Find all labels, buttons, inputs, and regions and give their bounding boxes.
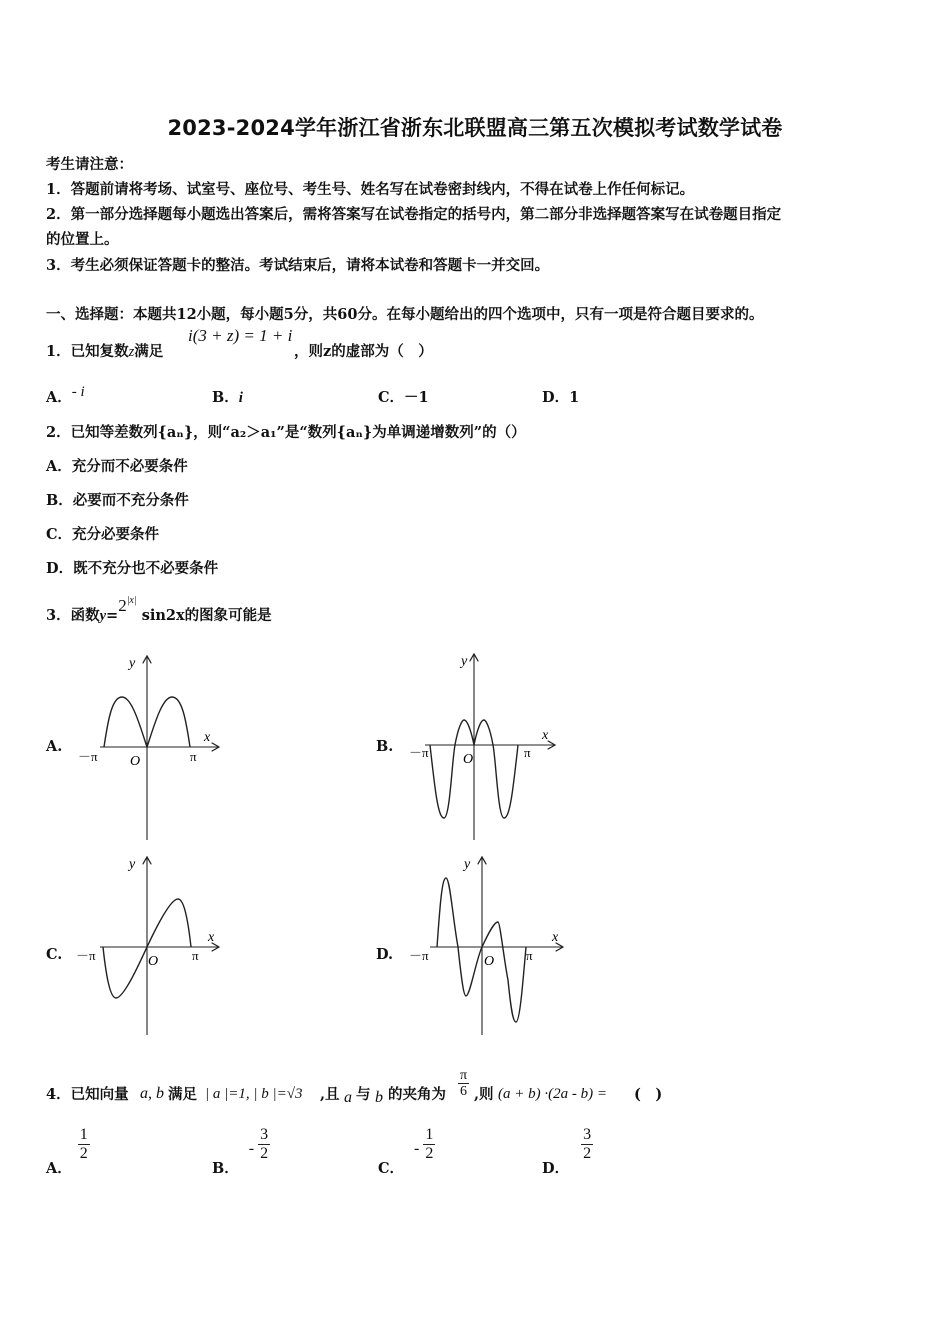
- q4-option-d-num: 3: [583, 1126, 592, 1143]
- q4-option-b-sign: -: [248, 1139, 255, 1157]
- q1-option-a-value: - i: [71, 384, 85, 400]
- q4-option-b-num: 3: [260, 1126, 269, 1143]
- q1-option-d-value: 1: [569, 389, 580, 406]
- exam-title: 2023-2024学年浙江省浙东北联盟高三第五次模拟考试数学试卷: [167, 116, 783, 140]
- q1-option-d-label: D．: [542, 389, 570, 406]
- graph-d-pos-pi: π: [526, 948, 533, 963]
- graph-a-pos-pi: π: [190, 749, 197, 764]
- graph-c-neg-pi: －π: [76, 948, 96, 963]
- graph-d[interactable]: [409, 857, 562, 1035]
- q1-pre: 1．已知复数: [46, 343, 129, 360]
- notice-item-2: 2．第一部分选择题每小题选出答案后，需将答案写在试卷指定的括号内，第二部分非选择题答案写在试卷题目指定: [46, 206, 782, 223]
- graph-b-pos-pi: π: [524, 745, 531, 760]
- graph-b-neg-pi: －π: [409, 745, 429, 760]
- q4-option-c[interactable]: [378, 1126, 435, 1177]
- graph-b-origin: O: [463, 752, 474, 767]
- q4-option-d-label: D．: [542, 1159, 570, 1177]
- q4-option-c-den: 2: [425, 1144, 434, 1162]
- graph-c-origin: O: [148, 954, 159, 969]
- q3-post: sin2x的图象可能是: [141, 607, 272, 624]
- q4-option-a-den: 2: [79, 1144, 88, 1162]
- q3-option-a-label[interactable]: A.: [46, 738, 63, 755]
- graph-c-x-label: x: [208, 930, 215, 945]
- q4-cond: | a |=1, | b |=√3: [205, 1086, 303, 1102]
- graph-d-neg-pi: －π: [409, 948, 429, 963]
- q3-option-c-label[interactable]: C.: [46, 946, 63, 963]
- graph-d-origin: O: [484, 954, 495, 969]
- q2-option-a[interactable]: A．充分而不必要条件: [46, 458, 188, 475]
- q4-option-a[interactable]: [46, 1126, 90, 1177]
- q3-option-d-label[interactable]: D.: [376, 946, 394, 963]
- q4-vecs: a, b: [140, 1085, 164, 1102]
- notice-item-2-cont: 的位置上。: [46, 231, 119, 248]
- q1-post: ，则z的虚部为（ ）: [294, 343, 433, 360]
- q3-option-b-label[interactable]: B.: [376, 738, 394, 755]
- q1-option-b-value: i: [238, 390, 243, 406]
- q4-vec-a: a: [344, 1089, 352, 1106]
- q1-var: z: [128, 344, 135, 360]
- q4-angle-num: π: [460, 1068, 468, 1083]
- graph-a-y-label: y: [129, 656, 136, 671]
- q4-angle-den: 6: [460, 1084, 468, 1100]
- q4-option-d[interactable]: [542, 1126, 593, 1177]
- notice-item-3: 3．考生必须保证答题卡的整洁。考试结束后，请将本试卷和答题卡一并交回。: [46, 257, 550, 274]
- graph-a[interactable]: [78, 656, 218, 840]
- q4-mid2: ,且: [320, 1086, 340, 1103]
- notice-heading: 考生请注意：: [46, 156, 133, 173]
- q3-eq: =: [106, 607, 119, 624]
- q2-option-b[interactable]: B．必要而不充分条件: [46, 492, 189, 509]
- graph-b-y-label: y: [461, 654, 468, 669]
- q4-option-b-den: 2: [260, 1144, 269, 1162]
- q1-mid: 满足: [134, 343, 164, 360]
- notice-item-1: 1．答题前请将考场、试室号、座位号、考生号、姓名写在试卷密封线内，不得在试卷上作任何标记。: [46, 181, 695, 198]
- q4-option-d-den: 2: [583, 1144, 592, 1162]
- q4-option-c-num: 1: [425, 1126, 434, 1143]
- q3-exp: |x|: [126, 595, 137, 606]
- section-heading: 一、选择题：本题共12小题，每小题5分，共60分。在每小题给出的四个选项中，只有一项是符合题目要求的。: [46, 306, 764, 323]
- q2-option-c[interactable]: C．充分必要条件: [46, 526, 160, 543]
- graph-d-y-label: y: [464, 857, 471, 872]
- q4-vec-b: b: [375, 1089, 383, 1106]
- q4-mid5: ,则: [474, 1086, 494, 1103]
- q1-option-c-value: －1: [404, 389, 429, 406]
- graph-b[interactable]: [409, 654, 554, 840]
- q1-option-c-label: C．: [378, 389, 405, 406]
- graph-a-x-label: x: [204, 730, 211, 745]
- q1-option-b-label: B．: [212, 389, 239, 406]
- graph-a-origin: O: [130, 754, 141, 769]
- graph-c-y-label: y: [129, 857, 136, 872]
- graph-c[interactable]: [76, 857, 218, 1035]
- q4-option-b-label: B．: [212, 1159, 239, 1177]
- q4-expr: (a + b) ·(2a - b) =: [498, 1086, 607, 1102]
- graph-c-pos-pi: π: [192, 948, 199, 963]
- q4-angle: [458, 1068, 469, 1100]
- graph-d-x-label: x: [552, 930, 559, 945]
- q4-pre: 4．已知向量: [46, 1086, 129, 1103]
- q3-base: 2: [118, 596, 127, 615]
- q4-mid4: 的夹角为: [388, 1086, 446, 1103]
- q4-option-a-num: 1: [79, 1126, 88, 1143]
- q4-option-b[interactable]: [212, 1126, 270, 1177]
- q4-mid1: 满足: [168, 1086, 197, 1103]
- q1-formula: i(3 + z) = 1 + i: [188, 326, 293, 345]
- q2-option-d[interactable]: D．既不充分也不必要条件: [46, 560, 219, 577]
- q1-option-a-label: A．: [46, 389, 72, 406]
- q4-option-c-sign: -: [414, 1139, 420, 1157]
- graph-b-x-label: x: [542, 728, 549, 743]
- q4-post: ( ): [634, 1086, 663, 1103]
- graph-a-neg-pi: －π: [78, 749, 98, 764]
- question-2: 2．已知等差数列{aₙ}，则“a₂＞a₁”是“数列{aₙ}为单调递增数列”的（）: [46, 424, 526, 441]
- q4-option-a-label: A．: [46, 1159, 72, 1177]
- q4-mid3: 与: [356, 1086, 371, 1103]
- q3-y: y: [99, 608, 107, 624]
- q3-pre: 3．函数: [46, 607, 100, 624]
- q4-option-c-label: C．: [378, 1159, 405, 1177]
